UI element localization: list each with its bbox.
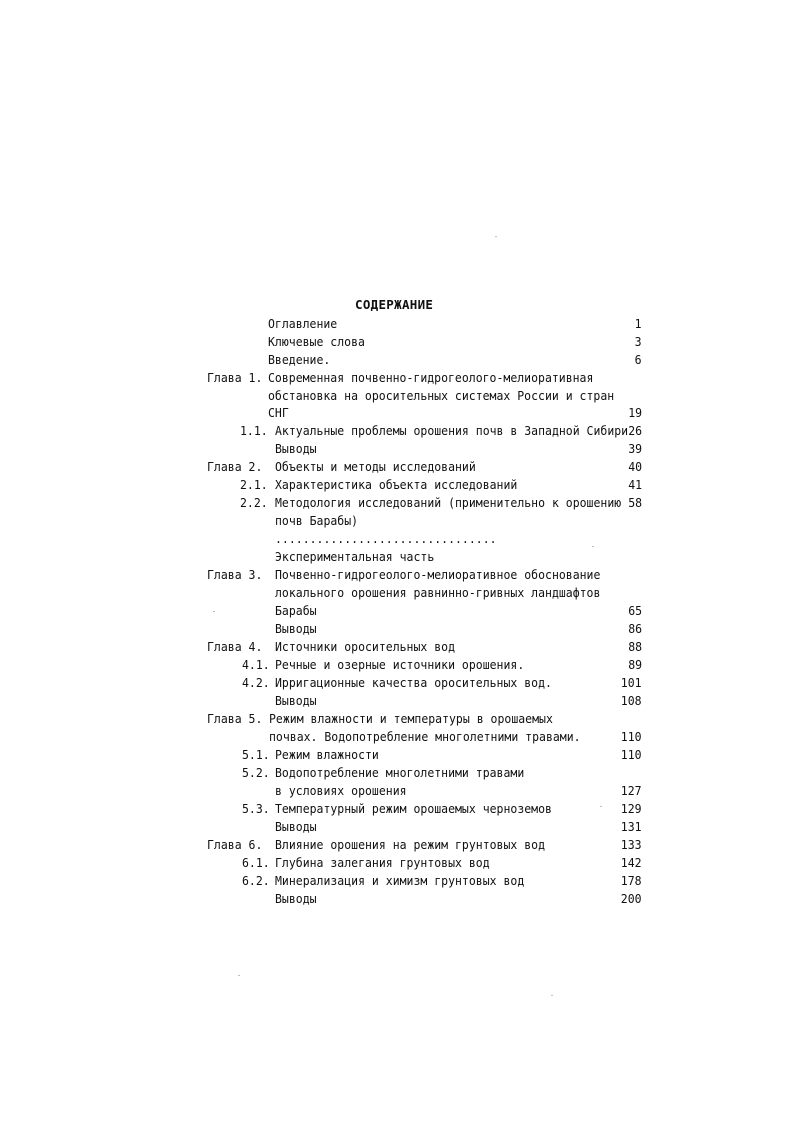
toc-entry: [0, 710, 795, 728]
toc-entry: [0, 548, 795, 566]
toc-entry-title: Выводы: [275, 693, 317, 708]
toc-entry: [0, 764, 795, 782]
scan-speck: [238, 975, 240, 976]
toc-entry-page: 110: [621, 729, 642, 744]
toc-entry-title: Ключевые слова: [268, 334, 365, 349]
toc-entry-title: Характеристика объекта исследований: [275, 477, 518, 492]
toc-entry: [0, 872, 795, 890]
toc-entry: [0, 333, 795, 351]
toc-entry-title: Водопотребление многолетними травами: [275, 765, 525, 780]
toc-entry-title: почвах. Водопотребление многолетними травами.: [269, 729, 581, 744]
toc-entry-page: 19: [628, 405, 642, 420]
toc-entry-page: 200: [621, 891, 642, 906]
toc-entry-page: 142: [621, 855, 642, 870]
toc-entry: [0, 494, 795, 512]
toc-entry: [0, 656, 795, 674]
toc-entry-page: 127: [621, 783, 642, 798]
toc-entry-title: Современная почвенно-гидрогеолого-мелиоративная: [268, 370, 594, 385]
toc-entry-page: 133: [621, 837, 642, 852]
toc-entry: [0, 728, 795, 746]
toc-entry-title: Выводы: [275, 441, 317, 456]
toc-entry-title: Оглавление: [268, 316, 338, 331]
toc-entry-title: Влияние орошения на режим грунтовых вод: [275, 837, 546, 852]
toc-entry-title: Барабы: [275, 603, 317, 618]
toc-entry-title: Почвенно-гидрогеолого-мелиоративное обоснование: [275, 567, 601, 582]
toc-entry: [0, 818, 795, 836]
toc-entry-page: 41: [628, 477, 642, 492]
toc-entry: [0, 440, 795, 458]
toc-entry-title: Ирригационные качества оросительных вод.: [275, 675, 552, 690]
toc-entry-title: Введение.: [268, 352, 331, 367]
toc-entry-title: Минерализация и химизм грунтовых вод: [275, 873, 525, 888]
toc-entry: [0, 890, 795, 908]
toc-entry: [0, 458, 795, 476]
toc-entry: [0, 387, 795, 405]
scan-speck: [213, 611, 215, 612]
toc-entry: [0, 620, 795, 638]
toc-entry-page: 39: [628, 441, 642, 456]
toc-entry-title: ................................: [275, 531, 497, 546]
toc-entry-title: обстановка на оросительных системах России и стран: [268, 388, 615, 403]
scan-speck: [551, 995, 553, 996]
toc-entry-page: 108: [621, 693, 642, 708]
toc-entry-page: 101: [621, 675, 642, 690]
toc-entry-number: 4.1.: [242, 657, 270, 672]
toc-entry-title: Объекты и методы исследований: [275, 459, 476, 474]
toc-entry-title: Выводы: [275, 819, 317, 834]
toc-entry-page: 86: [628, 621, 642, 636]
toc-entry-page: 129: [621, 801, 642, 816]
toc-entry-title: локального орошения равнинно-гривных ландшафтов: [275, 585, 601, 600]
toc-entry-page: 58: [628, 495, 642, 510]
toc-entry-title: Выводы: [275, 621, 317, 636]
toc-entry-page: 40: [628, 459, 642, 474]
toc-entry-page: 3: [635, 334, 642, 349]
toc-entry-number: 6.2.: [242, 873, 270, 888]
toc-entry-page: 89: [628, 657, 642, 672]
toc-entry-number: Глава 1.: [207, 370, 263, 385]
scan-speck: [600, 806, 602, 807]
toc-entry: [0, 351, 795, 369]
toc-entry-number: Глава 6.: [207, 837, 263, 852]
toc-entry-number: Глава 2.: [207, 459, 263, 474]
toc-entry-number: 5.2.: [242, 765, 270, 780]
toc-entry-title: Температурный режим орошаемых черноземов: [275, 801, 552, 816]
toc-entry-number: 2.2.: [240, 495, 268, 510]
toc-entry-title: Глубина залегания грунтовых вод: [275, 855, 490, 870]
toc-entry-number: 2.1.: [240, 477, 268, 492]
toc-entry-title: Речные и озерные источники орошения.: [275, 657, 525, 672]
toc-entry-page: 88: [628, 639, 642, 654]
toc-entry-number: Глава 5.: [207, 711, 263, 726]
toc-entry-title: в условиях орошения: [275, 783, 407, 798]
toc-entry-title: Экспериментальная часть: [275, 549, 435, 564]
toc-entry-number: Глава 4.: [207, 639, 263, 654]
toc-entry: [0, 404, 795, 422]
toc-entry-number: 6.1.: [242, 855, 270, 870]
toc-entry-page: 178: [621, 873, 642, 888]
toc-entry: [0, 512, 795, 530]
toc-entry: [0, 315, 795, 333]
toc-entry: [0, 782, 795, 800]
toc-entry-page: 26: [628, 423, 642, 438]
toc-entry: [0, 836, 795, 854]
toc-entry: [0, 530, 795, 548]
toc-entry: [0, 800, 795, 818]
toc-entry-title: Источники оросительных вод: [275, 639, 456, 654]
toc-entry: [0, 566, 795, 584]
toc-entry-title: Режим влажности и температуры в орошаемых: [269, 711, 553, 726]
toc-entry-page: 65: [628, 603, 642, 618]
page-title: СОДЕРЖАНИЕ: [355, 297, 434, 312]
toc-entry: [0, 584, 795, 602]
toc-entry-title: Методология исследований (применительно к орошению: [275, 495, 622, 510]
toc-entry: [0, 638, 795, 656]
scan-speck: [495, 236, 497, 237]
toc-entry-number: 4.2.: [242, 675, 270, 690]
toc-entry-page: 6: [635, 352, 642, 367]
toc-entry: [0, 476, 795, 494]
toc-entry-title: Актуальные проблемы орошения почв в Западной Сибири: [275, 423, 629, 438]
toc-entry: [0, 674, 795, 692]
toc-entry-page: 110: [621, 747, 642, 762]
toc-entry-title: СНГ: [268, 405, 289, 420]
toc-entry: [0, 746, 795, 764]
toc-entry-title: Режим влажности: [275, 747, 379, 762]
toc-entry: [0, 854, 795, 872]
toc-entry: [0, 422, 795, 440]
toc-entry-number: 5.1.: [242, 747, 270, 762]
scan-speck: [592, 546, 594, 547]
toc-entry-page: 131: [621, 819, 642, 834]
toc-entry-title: почв Барабы): [275, 513, 359, 528]
toc-entry-number: Глава 3.: [207, 567, 263, 582]
toc-entry-page: 1: [635, 316, 642, 331]
toc-entry: [0, 369, 795, 387]
toc-entry: [0, 602, 795, 620]
toc-entry-number: 5.3.: [242, 801, 270, 816]
toc-entry: [0, 692, 795, 710]
toc-entry-number: 1.1.: [240, 423, 268, 438]
toc-entry-title: Выводы: [275, 891, 317, 906]
